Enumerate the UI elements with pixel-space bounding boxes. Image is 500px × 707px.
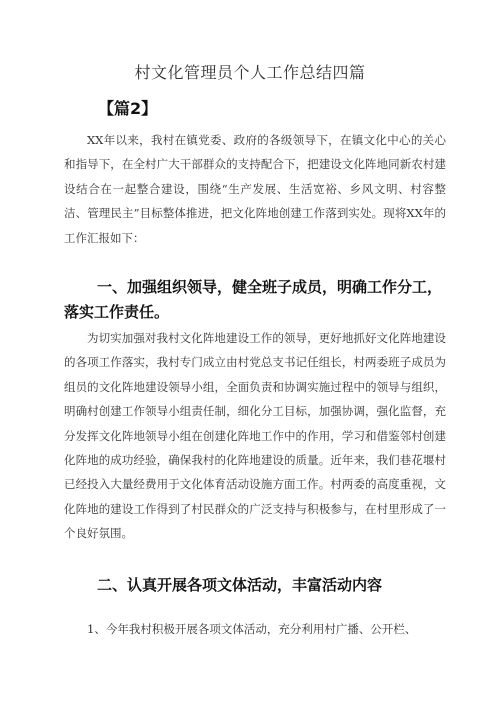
- intro-paragraph: XX年以来，我村在镇党委、政府的各级领导下，在镇文化中心的关心和指导下，在全村广大干部群众的支持配合下，把建设文化阵地同新农村建设结合在一起整合建设，围绕“生产发展、生活宽裕、乡风文明、村容整洁、管理民主”目标整体推进，把文化阵地创建工作落到实处。现将XX年的工作汇报如下：: [64, 133, 446, 245]
- section-tag: 【篇2】: [98, 99, 158, 118]
- document-title: 村文化管理员个人工作总结四篇: [134, 63, 366, 82]
- section-heading-2: 二、认真开展各项文体活动，丰富活动内容: [97, 576, 383, 594]
- section-heading-1: 一、加强组织领导，健全班子成员，明确工作分工，落实工作责任。: [64, 278, 443, 321]
- section-paragraph-1: 为切实加强对我村文化阵地建设工作的领导，更好地抓好文化阵地建设的各项工作落实，我村专门成立由村党总支书记任组长，村两委班子成员为组员的文化阵地建设领导小组，全面负责和协调实施过程中的领导与组织，明确村创建工作领导小组责任制，细化分工目标，加强协调，强化监督，充分发挥文化阵地领导小组在创建化阵地工作中的作用，学习和借鉴邻村创建化阵地的成功经验，确保我村的化阵地建设的质量。近年来，我们巷花堰村已经投入大量经费用于文化体育活动设施方面工作。村两委的高度重视，文化阵地的建设工作得到了村民群众的广泛支持与积极参与，在村里形成了一个良好氛围。: [64, 331, 446, 541]
- section-paragraph-2: 1、今年我村积极开展各项文体活动，充分利用村广播、公开栏、: [87, 622, 417, 636]
